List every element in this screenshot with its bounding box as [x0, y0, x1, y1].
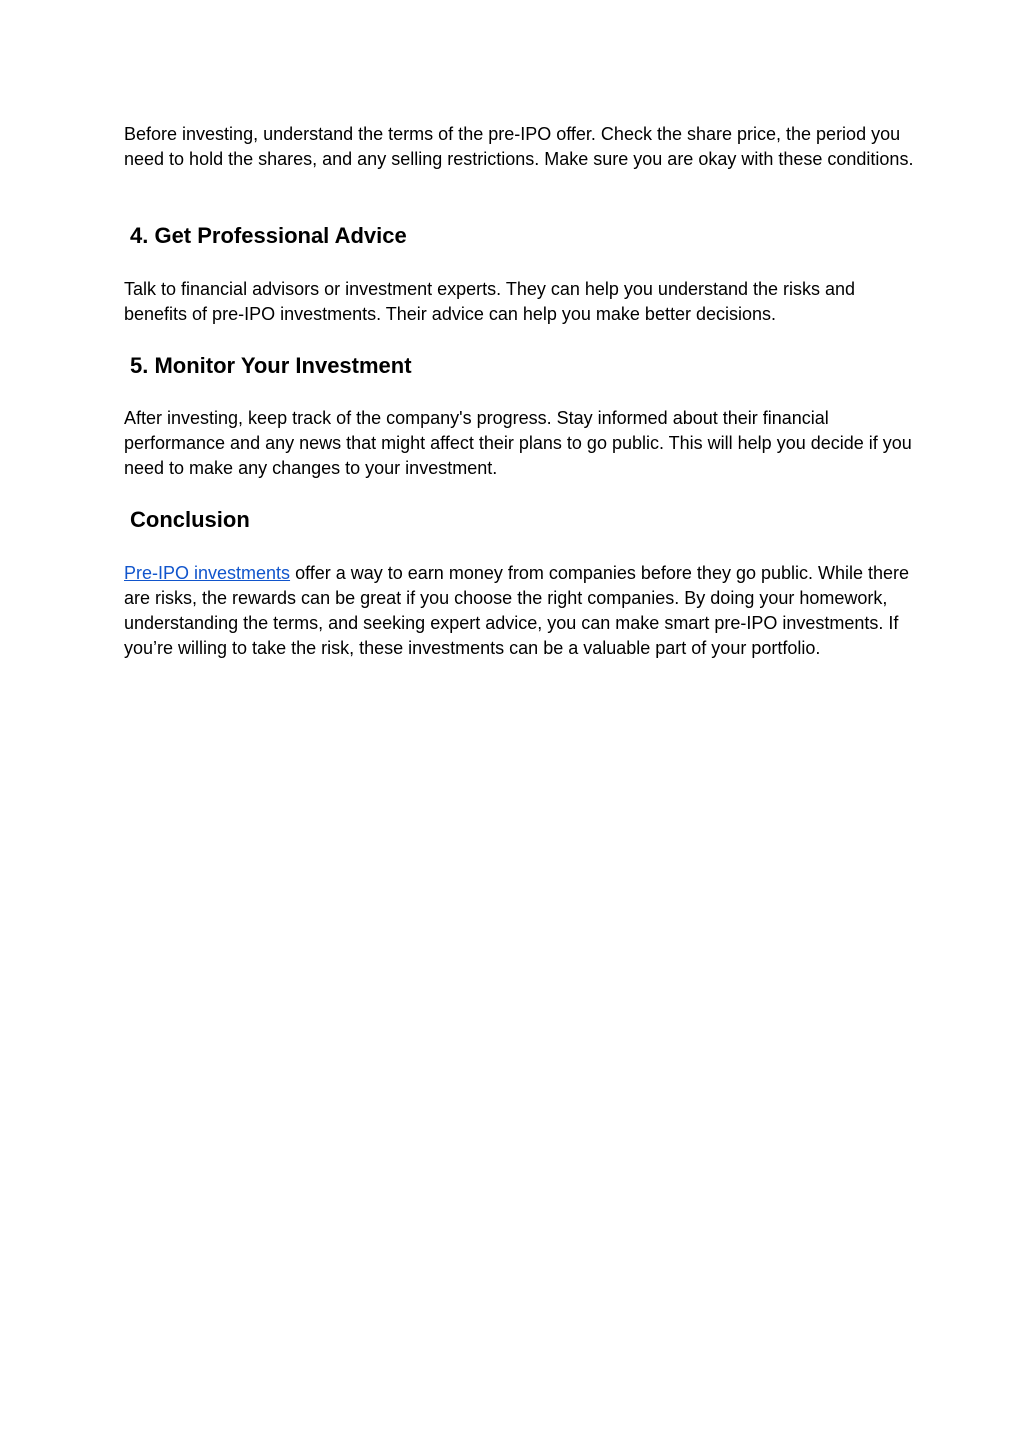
- section-body-get-professional-advice: Talk to financial advisors or investment experts. They can help you understand the risks and benefits of pre-IPO investments. Their advice can help you make better decisions.: [124, 279, 856, 324]
- section-body-monitor-your-investment: After investing, keep track of the company's progress. Stay informed about their financial performance and any news that might affect their plans to go public. This will help you decide if you need to make any changes to your investment.: [124, 408, 912, 478]
- intro-paragraph: Before investing, understand the terms of the pre-IPO offer. Check the share price, the period you need to hold the shares, and any selling restrictions. Make sure you are okay with these conditions.: [124, 124, 914, 169]
- section-heading-get-professional-advice: 4. Get Professional Advice: [130, 223, 407, 248]
- conclusion-body-text: offer a way to earn money from companies before they go public. While there are risks, the rewards can be great if you choose the right companies. By doing your homework, understanding the terms, and seeking expert advice, you can make smart pre-IPO investments. If you’re willing to take the risk, these investments can be a valuable part of your portfolio.: [124, 563, 910, 658]
- conclusion-heading: Conclusion: [130, 507, 250, 532]
- conclusion-paragraph: [124, 561, 914, 661]
- section-heading-monitor-your-investment: 5. Monitor Your Investment: [130, 353, 412, 378]
- pre-ipo-investments-link[interactable]: Pre-IPO investments: [124, 563, 291, 583]
